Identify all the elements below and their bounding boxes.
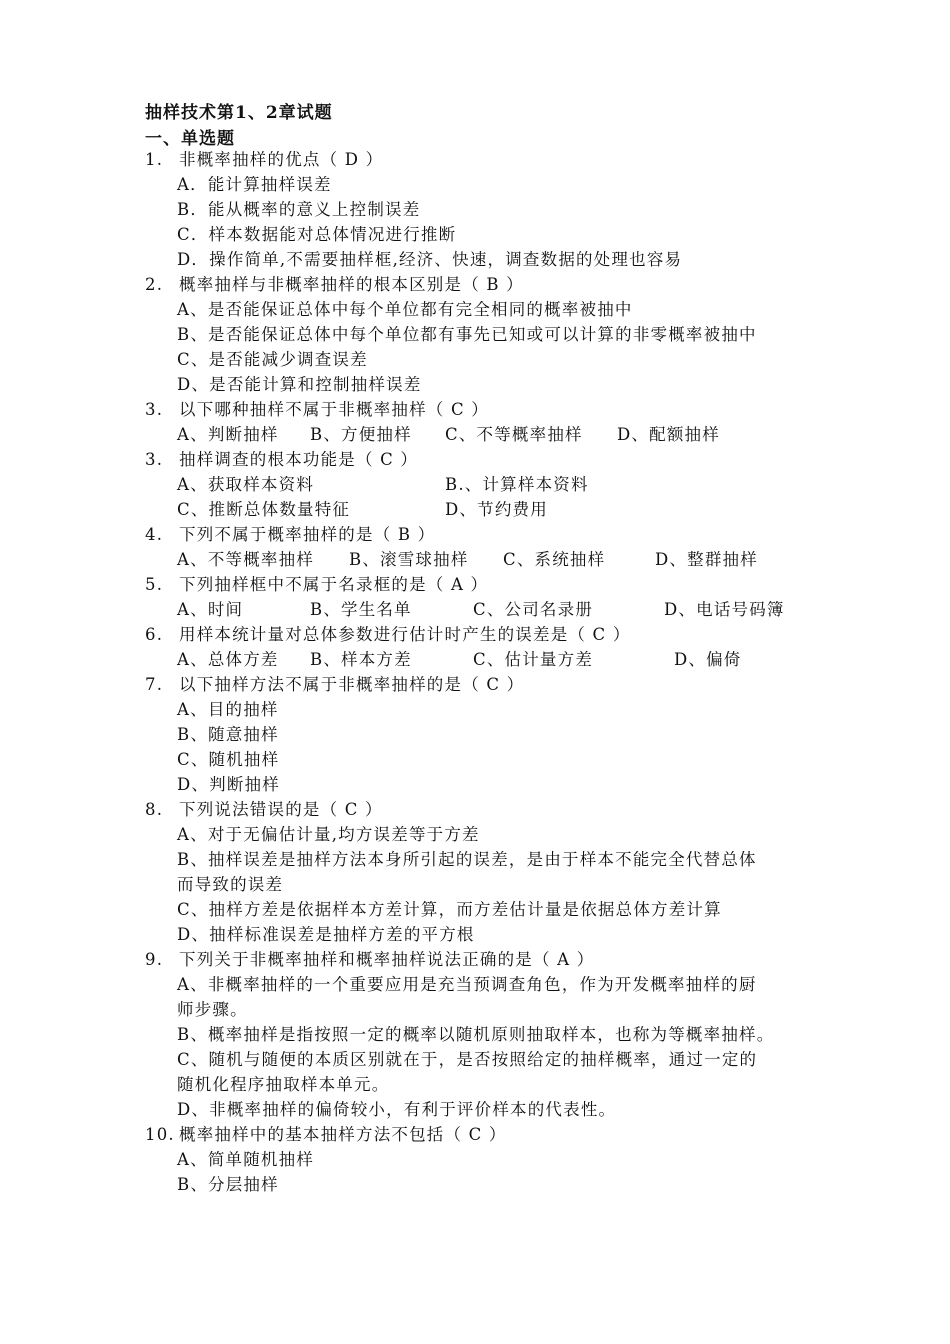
- option: D、是否能计算和控制抽样误差: [177, 375, 422, 394]
- question-7: [145, 673, 524, 697]
- option: C、随机与随便的本质区别就在于，是否按照给定的抽样概率，通过一定的: [177, 1050, 758, 1069]
- question-text: 以下哪种抽样不属于非概率抽样（ C ）: [179, 400, 489, 419]
- question-number: 8.: [145, 800, 164, 819]
- option: A、判断抽样: [177, 425, 279, 444]
- option: B、样本方差: [310, 650, 412, 669]
- question-8: [145, 798, 383, 822]
- option-continued: 师步骤。: [177, 1000, 248, 1019]
- question-3: [145, 398, 489, 422]
- question-number: 6.: [145, 625, 164, 644]
- option: D、整群抽样: [655, 550, 758, 569]
- document-title: 抽样技术第1、2章试题: [145, 103, 333, 123]
- option: C、随机抽样: [177, 750, 280, 769]
- option-continued: 而导致的误差: [177, 875, 284, 894]
- option: A、是否能保证总体中每个单位都有完全相同的概率被抽中: [177, 300, 633, 319]
- question-9: [145, 948, 594, 972]
- option: C、推断总体数量特征: [177, 500, 351, 519]
- question-text: 下列抽样框中不属于名录框的是（ A ）: [179, 575, 489, 594]
- option: D．操作简单,不需要抽样框,经济、快速，调查数据的处理也容易: [177, 250, 683, 269]
- question-number: 9.: [145, 950, 164, 969]
- section-heading: 一、单选题: [145, 129, 235, 149]
- option: C、抽样方差是依据样本方差计算，而方差估计量是依据总体方差计算: [177, 900, 722, 919]
- question-4: [145, 523, 435, 547]
- option: C、系统抽样: [503, 550, 606, 569]
- option: D、配额抽样: [617, 425, 720, 444]
- question-text: 下列不属于概率抽样的是（ B ）: [179, 525, 436, 544]
- question-number: 7.: [145, 675, 164, 694]
- question-text: 概率抽样中的基本抽样方法不包括（ C ）: [179, 1125, 507, 1144]
- option: D、非概率抽样的偏倚较小，有利于评价样本的代表性。: [177, 1100, 617, 1119]
- question-text: 抽样调查的根本功能是（ C ）: [179, 450, 419, 469]
- option: B、概率抽样是指按照一定的概率以随机原则抽取样本，也称为等概率抽样。: [177, 1025, 775, 1044]
- option: C．样本数据能对总体情况进行推断: [177, 225, 457, 244]
- question-5: [145, 573, 488, 597]
- option: C、估计量方差: [473, 650, 594, 669]
- question-text: 下列关于非概率抽样和概率抽样说法正确的是（ A ）: [179, 950, 595, 969]
- question-3b: [145, 448, 418, 472]
- question-number: 4.: [145, 525, 164, 544]
- option: D、电话号码簿: [664, 600, 785, 619]
- question-number: 5.: [145, 575, 164, 594]
- option: C、公司名录册: [473, 600, 594, 619]
- option: C、是否能减少调查误差: [177, 350, 368, 369]
- option: D、偏倚: [674, 650, 742, 669]
- question-number: 1.: [145, 150, 164, 169]
- option: A、总体方差: [177, 650, 279, 669]
- question-number: 3.: [145, 450, 164, 469]
- option: B、抽样误差是抽样方法本身所引起的误差，是由于样本不能完全代替总体: [177, 850, 757, 869]
- question-text: 用样本统计量对总体参数进行估计时产生的误差是（ C ）: [179, 625, 631, 644]
- option: B.、计算样本资料: [445, 475, 589, 494]
- option: A．能计算抽样误差: [177, 175, 332, 194]
- question-number: 3.: [145, 400, 164, 419]
- option: D、判断抽样: [177, 775, 280, 794]
- question-text: 非概率抽样的优点（ D ）: [179, 150, 384, 169]
- option: A、简单随机抽样: [177, 1150, 315, 1169]
- question-number: 2.: [145, 275, 164, 294]
- question-text: 以下抽样方法不属于非概率抽样的是（ C ）: [179, 675, 525, 694]
- option: A、不等概率抽样: [177, 550, 315, 569]
- option: B、滚雪球抽样: [349, 550, 469, 569]
- option: A、对于无偏估计量,均方误差等于方差: [177, 825, 480, 844]
- option: B．能从概率的意义上控制误差: [177, 200, 421, 219]
- question-text: 概率抽样与非概率抽样的根本区别是（ B ）: [179, 275, 524, 294]
- option: A、非概率抽样的一个重要应用是充当预调查角色，作为开发概率抽样的厨: [177, 975, 757, 994]
- option: D、抽样标准误差是抽样方差的平方根: [177, 925, 475, 944]
- option: B、随意抽样: [177, 725, 279, 744]
- option: A、获取样本资料: [177, 475, 315, 494]
- option: A、目的抽样: [177, 700, 279, 719]
- question-1: [145, 148, 383, 172]
- option: A、时间: [177, 600, 244, 619]
- option: B、是否能保证总体中每个单位都有事先已知或可以计算的非零概率被抽中: [177, 325, 757, 344]
- question-text: 下列说法错误的是（ C ）: [179, 800, 383, 819]
- question-number: 10.: [145, 1125, 175, 1144]
- option: D、节约费用: [445, 500, 548, 519]
- option: B、分层抽样: [177, 1175, 279, 1194]
- option: C、不等概率抽样: [445, 425, 583, 444]
- option: B、方便抽样: [310, 425, 412, 444]
- question-6: [145, 623, 631, 647]
- option-continued: 随机化程序抽取样本单元。: [177, 1075, 390, 1094]
- option: B、学生名单: [310, 600, 412, 619]
- question-2: [145, 273, 524, 297]
- question-10: [145, 1123, 507, 1147]
